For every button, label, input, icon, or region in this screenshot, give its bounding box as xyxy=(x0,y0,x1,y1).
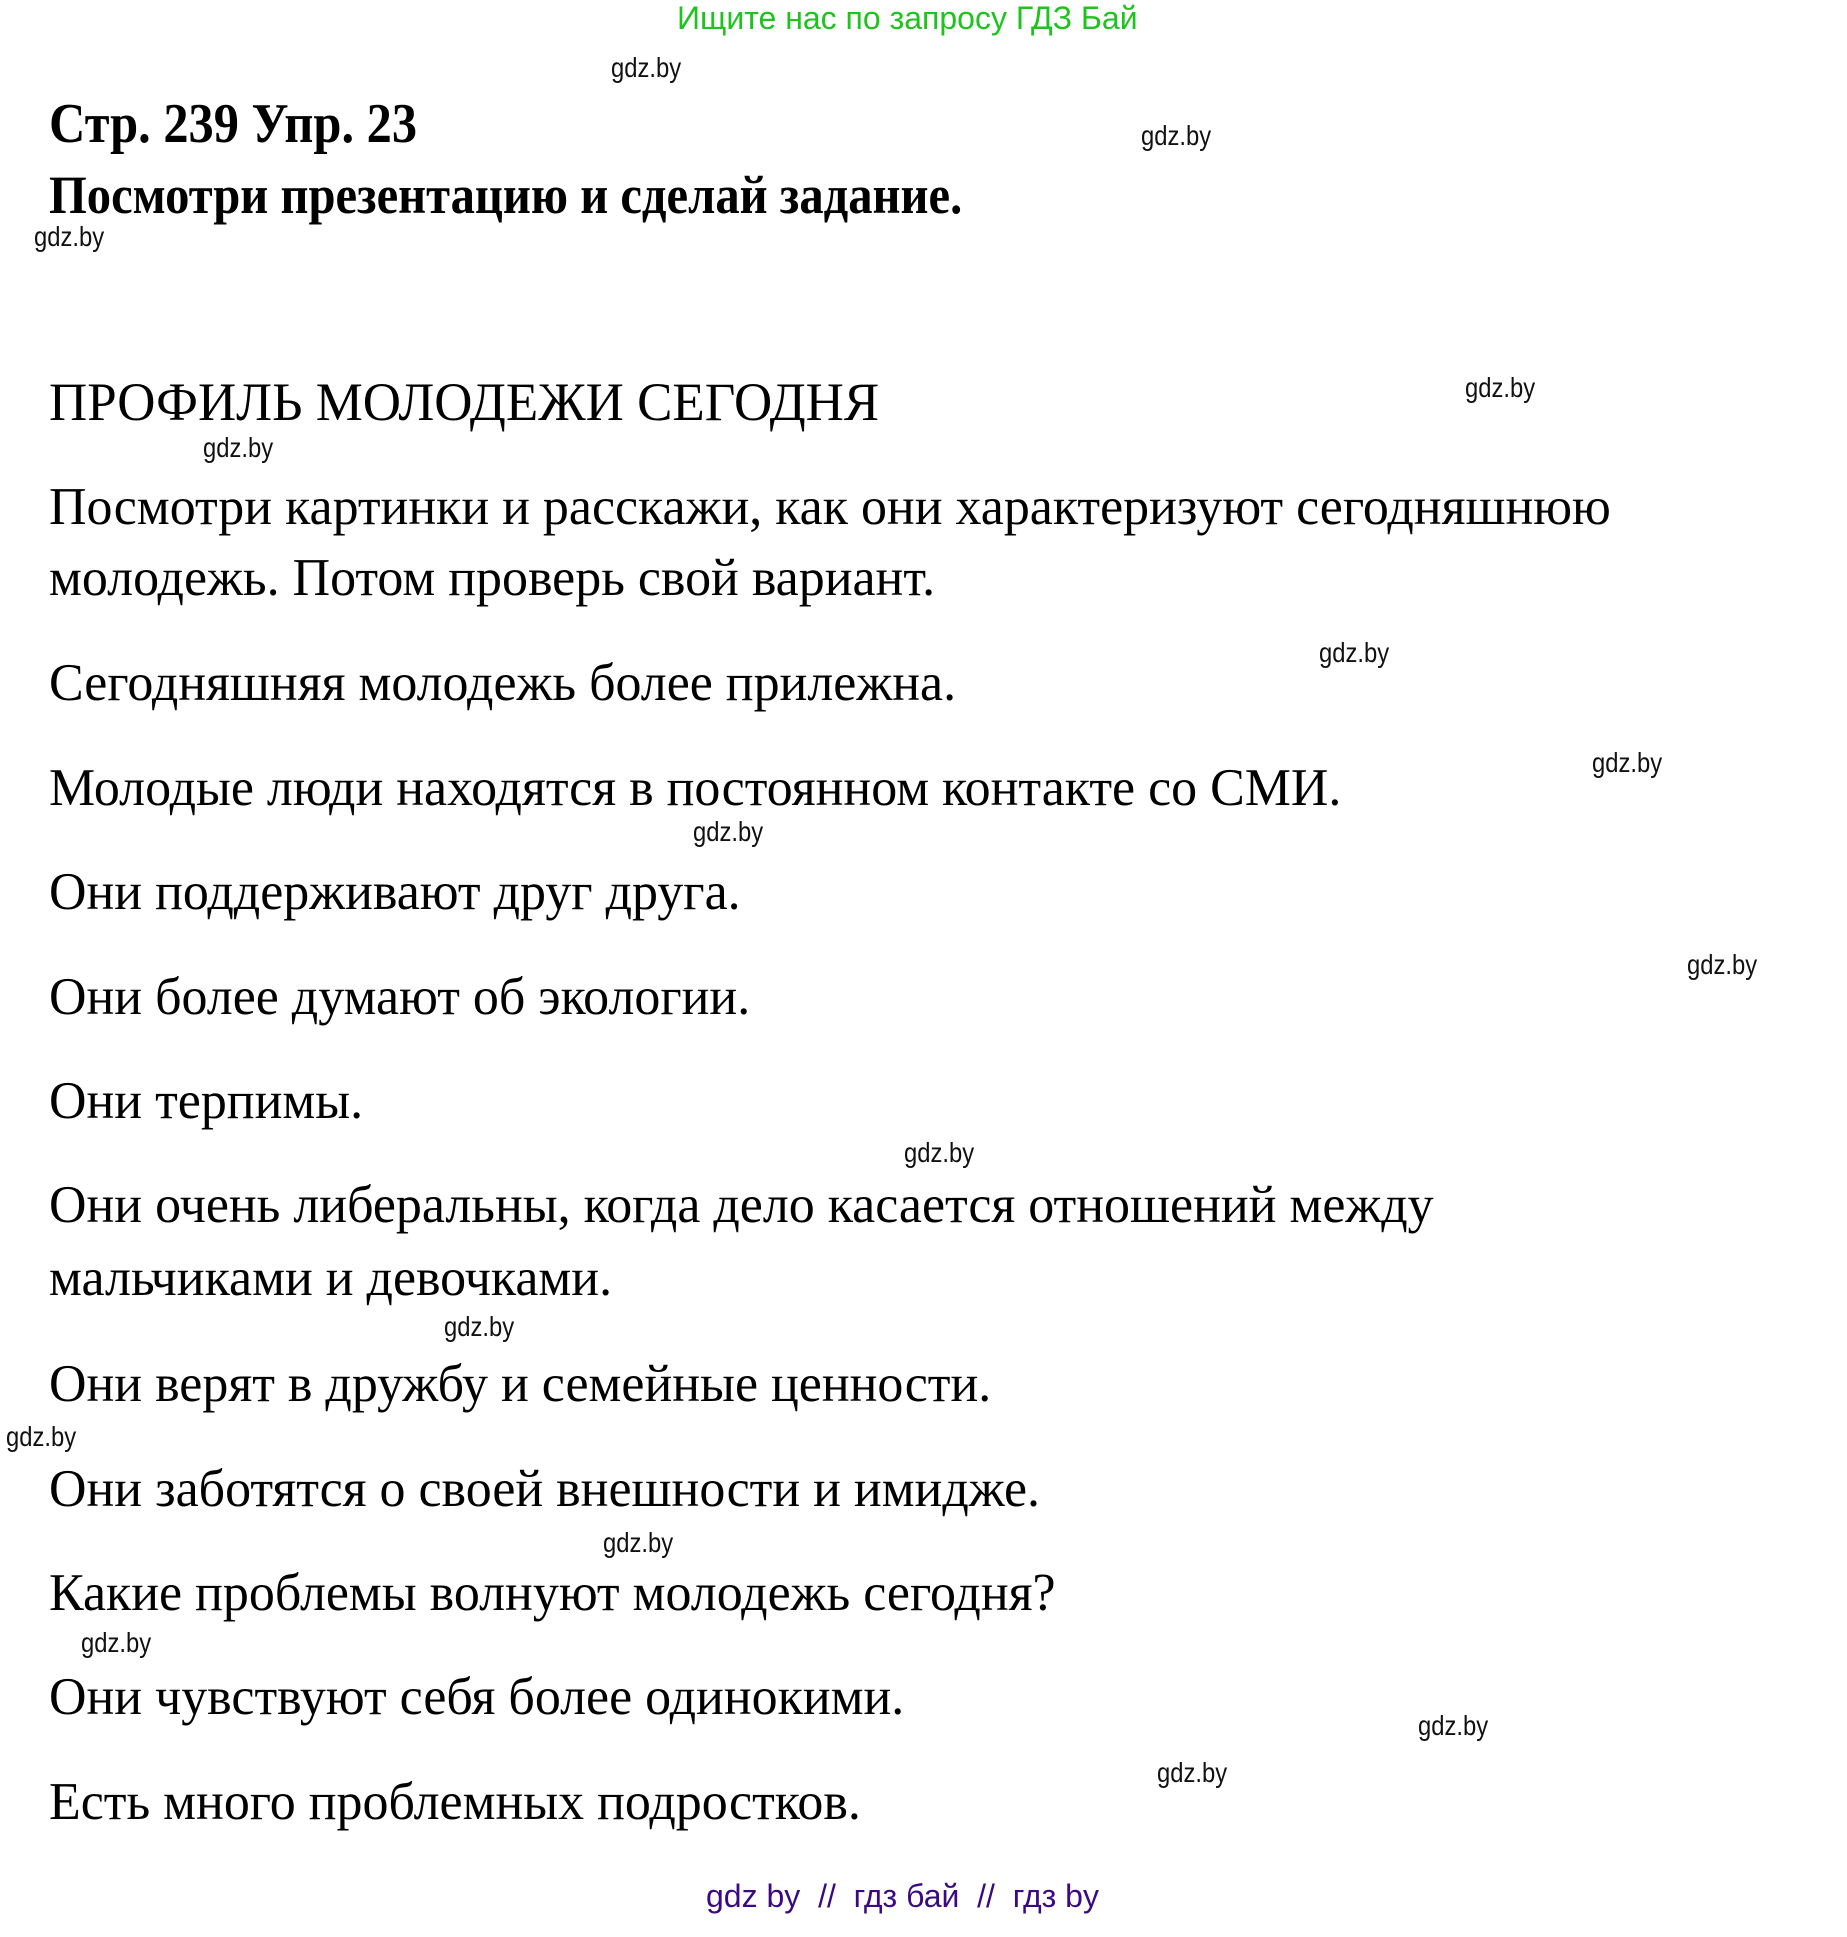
watermark: gdz.by xyxy=(6,1421,77,1452)
sentence: Они терпимы. xyxy=(49,1072,364,1130)
watermark: gdz.by xyxy=(1592,747,1663,778)
watermark: gdz.by xyxy=(203,432,274,463)
watermark: gdz.by xyxy=(1418,1710,1489,1741)
watermark: gdz.by xyxy=(1157,1757,1228,1788)
sentence: Они поддерживают друг друга. xyxy=(49,863,741,921)
watermark: gdz.by xyxy=(1319,637,1390,668)
watermark: gdz.by xyxy=(1687,949,1758,980)
search-banner: Ищите нас по запросу ГДЗ Бай xyxy=(677,0,1138,36)
sentence: Они верят в дружбу и семейные ценности. xyxy=(49,1355,992,1413)
sentence: Они более думают об экологии. xyxy=(49,968,751,1026)
watermark: gdz.by xyxy=(611,52,682,83)
footer-watermark: gdz by // гдз бай // гдз by xyxy=(706,1878,1099,1914)
watermark: gdz.by xyxy=(1141,120,1212,151)
watermark: gdz.by xyxy=(81,1627,152,1658)
watermark: gdz.by xyxy=(34,221,105,252)
sentence: Они очень либеральны, когда дело касается отношений между xyxy=(49,1176,1434,1234)
intro-line-2: молодежь. Потом проверь свой вариант. xyxy=(49,549,936,607)
sentence: Они чувствуют себя более одинокими. xyxy=(49,1668,905,1726)
sentence: Есть много проблемных подростков. xyxy=(49,1773,861,1831)
sentence: мальчиками и девочками. xyxy=(49,1249,613,1307)
sentence: Сегодняшняя молодежь более прилежна. xyxy=(49,654,957,712)
section-title: ПРОФИЛЬ МОЛОДЕЖИ СЕГОДНЯ xyxy=(49,372,880,432)
intro-line-1: Посмотри картинки и расскажи, как они характеризуют сегодняшнюю xyxy=(49,478,1611,536)
watermark: gdz.by xyxy=(444,1311,515,1342)
watermark: gdz.by xyxy=(904,1137,975,1168)
watermark: gdz.by xyxy=(693,816,764,847)
sentence: Они заботятся о своей внешности и имидже. xyxy=(49,1460,1041,1518)
task-instruction: Посмотри презентацию и сделай задание. xyxy=(49,165,963,225)
watermark: gdz.by xyxy=(1465,372,1536,403)
page-title: Стр. 239 Упр. 23 xyxy=(49,93,418,155)
sentence: Молодые люди находятся в постоянном контакте со СМИ. xyxy=(49,759,1342,817)
question: Какие проблемы волнуют молодежь сегодня? xyxy=(49,1564,1056,1622)
watermark: gdz.by xyxy=(603,1527,674,1558)
